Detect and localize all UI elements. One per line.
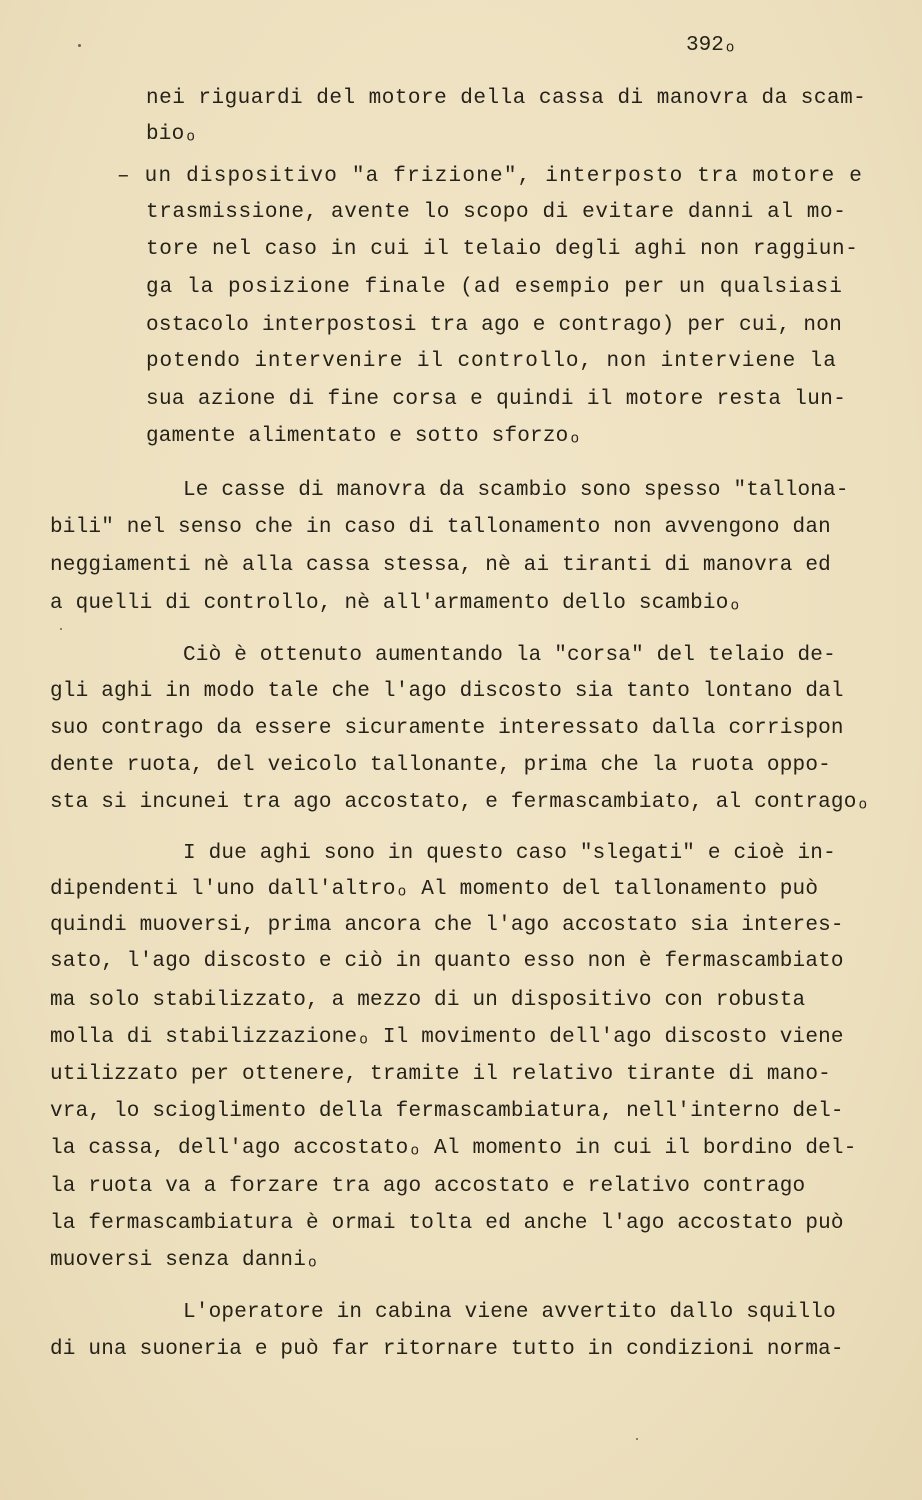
text-line: ostacolo interpostosi tra ago e contrago) per cui, non xyxy=(146,314,843,337)
text-line: L'operatore in cabina viene avvertito dallo squillo xyxy=(183,1301,836,1324)
text-line: potendo intervenire il controllo, non interviene la xyxy=(146,350,837,373)
text-line: dente ruota, del veicolo tallonante, prima che la ruota oppo- xyxy=(50,754,831,777)
text-line: la ruota va a forzare tra ago accostato e relativo contrago xyxy=(50,1175,806,1198)
text-line: sato, l'ago discosto e ciò in quanto esso non è fermascambiato xyxy=(50,950,844,973)
text-line: dipendenti l'uno dall'altroₒ Al momento del tallonamento può xyxy=(50,878,819,901)
text-line: tore nel caso in cui il telaio degli aghi non raggiun- xyxy=(146,238,859,261)
paper-speck xyxy=(78,44,81,47)
text-line: gamente alimentato e sotto sforzoₒ xyxy=(146,425,582,448)
text-line: utilizzato per ottenere, tramite il relativo tirante di mano- xyxy=(50,1063,831,1086)
text-line: nei riguardi del motore della cassa di manovra da scam- xyxy=(146,87,867,110)
paper-speck xyxy=(60,628,62,630)
text-line: muoversi senza danniₒ xyxy=(50,1249,319,1272)
text-line: suo contrago da essere sicuramente interessato dalla corrispon xyxy=(50,717,844,740)
text-line: Ciò è ottenuto aumentando la "corsa" del telaio de- xyxy=(183,644,836,667)
text-line: la fermascambiatura è ormai tolta ed anche l'ago accostato può xyxy=(50,1212,844,1235)
text-line: – un dispositivo "a frizione", interposto tra motore e xyxy=(117,165,864,188)
text-line: sta si incunei tra ago accostato, e fermascambiato, al contragoₒ xyxy=(50,791,870,814)
paper-speck xyxy=(636,1438,638,1440)
text-line: a quelli di controllo, nè all'armamento dello scambioₒ xyxy=(50,592,742,615)
text-line: bili" nel senso che in caso di tallonamento non avvengono dan xyxy=(50,516,831,539)
page-number: 392ₒ xyxy=(686,34,737,57)
text-line: ga la posizione finale (ad esempio per un qualsiasi xyxy=(146,276,843,299)
text-line: la cassa, dell'ago accostatoₒ Al momento in cui il bordino del- xyxy=(50,1137,857,1160)
text-line: I due aghi sono in questo caso "slegati" e cioè in- xyxy=(183,842,836,865)
text-line: trasmissione, avente lo scopo di evitare danni al mo- xyxy=(146,201,847,224)
text-line: Le casse di manovra da scambio sono spesso "tallona- xyxy=(183,479,849,502)
text-line: vra, lo scioglimento della fermascambiatura, nell'interno del- xyxy=(50,1100,844,1123)
text-line: sua azione di fine corsa e quindi il motore resta lun- xyxy=(146,388,847,411)
text-line: bioₒ xyxy=(146,123,198,146)
text-line: quindi muoversi, prima ancora che l'ago accostato sia interes- xyxy=(50,914,844,937)
text-line: molla di stabilizzazioneₒ Il movimento dell'ago discosto viene xyxy=(50,1026,844,1049)
text-line: gli aghi in modo tale che l'ago discosto sia tanto lontano dal xyxy=(50,680,844,703)
text-line: ma solo stabilizzato, a mezzo di un dispositivo con robusta xyxy=(50,989,806,1012)
text-line: di una suoneria e può far ritornare tutto in condizioni norma- xyxy=(50,1338,844,1361)
text-line: neggiamenti nè alla cassa stessa, nè ai tiranti di manovra ed xyxy=(50,554,831,577)
